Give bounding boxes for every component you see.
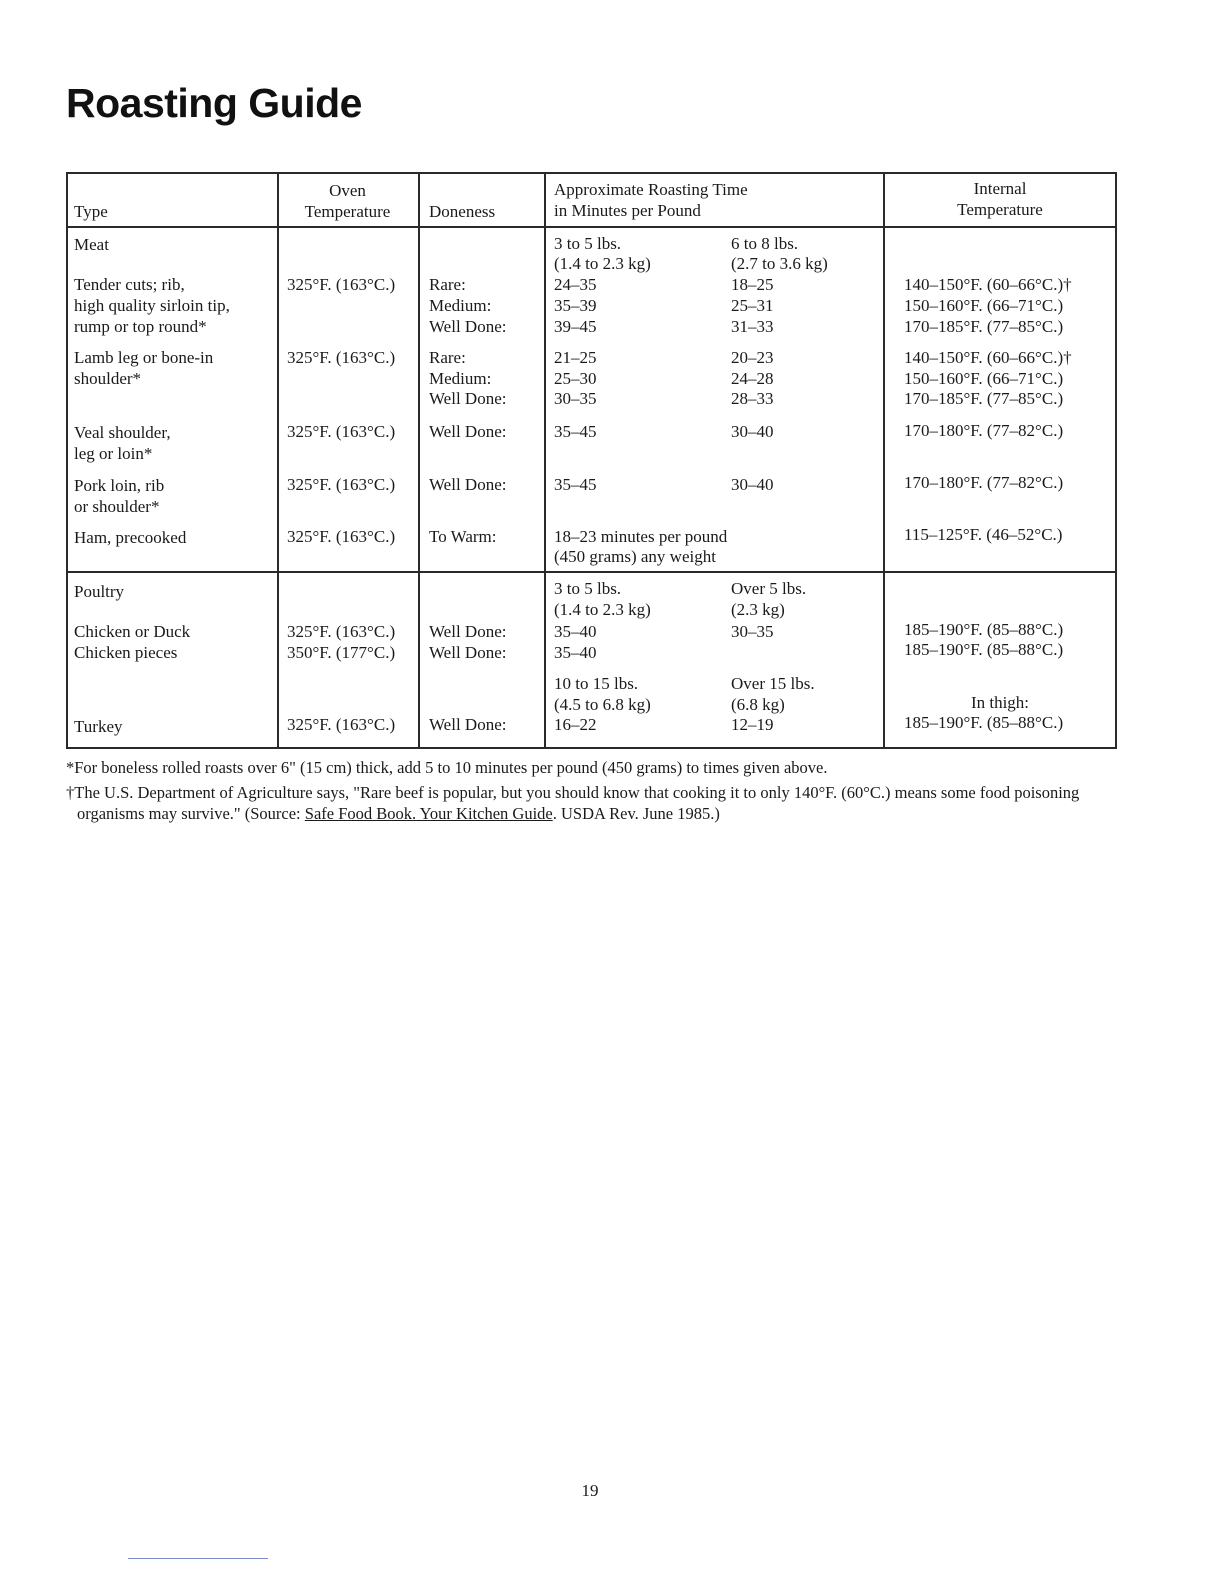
poultry-col-b-kg: (2.3 kg) xyxy=(731,600,785,619)
poultry-col-a-weight: 3 to 5 lbs. xyxy=(554,579,622,598)
time-a: 35–40 xyxy=(554,622,597,641)
doneness: Rare: xyxy=(429,348,466,367)
doneness: Well Done: xyxy=(429,622,507,641)
time-a: 24–35 xyxy=(554,275,597,294)
time-a: 16–22 xyxy=(554,715,597,734)
doneness: Well Done: xyxy=(429,317,507,336)
internal-temp: 185–190°F. (85–88°C.) xyxy=(904,620,1064,639)
time-ham-2: (450 grams) any weight xyxy=(554,547,716,566)
time-b: 30–40 xyxy=(731,475,774,494)
type-tender-1: Tender cuts; rib, xyxy=(74,275,185,294)
time-b: 12–19 xyxy=(731,715,774,734)
column-divider xyxy=(277,174,279,747)
internal-temp: 150–160°F. (66–71°C.) xyxy=(904,369,1064,388)
oven-temp: 325°F. (163°C.) xyxy=(287,622,396,641)
type-tender-3: rump or top round* xyxy=(74,317,207,336)
column-divider xyxy=(544,174,546,747)
internal-temp: 170–180°F. (77–82°C.) xyxy=(904,421,1064,440)
internal-temp: 140–150°F. (60–66°C.)† xyxy=(904,275,1072,294)
page-number: 19 xyxy=(581,1481,599,1500)
footnote-usda xyxy=(66,782,1126,824)
time-b: 24–28 xyxy=(731,369,774,388)
header-internal-line2: Temperature xyxy=(957,200,1043,219)
meat-col-a-kg: (1.4 to 2.3 kg) xyxy=(554,254,651,273)
footnotes xyxy=(66,757,1126,828)
doneness: Well Done: xyxy=(429,643,507,662)
time-b: 25–31 xyxy=(731,296,774,315)
type-lamb-1: Lamb leg or bone-in xyxy=(74,348,214,367)
type-ham: Ham, precooked xyxy=(74,528,187,547)
header-oven-line1: Oven xyxy=(329,181,366,200)
type-chicken-pieces: Chicken pieces xyxy=(74,643,178,662)
time-a: 35–45 xyxy=(554,475,597,494)
roasting-guide-table xyxy=(66,172,1117,749)
type-tender-2: high quality sirloin tip, xyxy=(74,296,230,315)
time-b: 30–35 xyxy=(731,622,774,641)
time-a: 35–39 xyxy=(554,296,597,315)
footnote-boneless: *For boneless rolled roasts over 6" (15 cm) thick, add 5 to 10 minutes per pound (450 grams) to times given above. xyxy=(66,758,828,777)
section-poultry: Poultry xyxy=(74,582,125,601)
type-veal-2: leg or loin* xyxy=(74,444,153,463)
header-internal-line1: Internal xyxy=(973,179,1027,198)
internal-temp: 185–190°F. (85–88°C.) xyxy=(904,713,1064,732)
column-divider xyxy=(418,174,420,747)
type-pork-2: or shoulder* xyxy=(74,497,160,516)
time-a: 35–40 xyxy=(554,643,597,662)
header-time-line2: in Minutes per Pound xyxy=(554,201,701,220)
meat-col-a-weight: 3 to 5 lbs. xyxy=(554,234,622,253)
turkey-col-b-weight: Over 15 lbs. xyxy=(731,674,815,693)
internal-temp: 115–125°F. (46–52°C.) xyxy=(904,525,1063,544)
footnote-usda-rev: . USDA Rev. June 1985.) xyxy=(552,804,720,823)
poultry-col-a-kg: (1.4 to 2.3 kg) xyxy=(554,600,651,619)
time-ham-1: 18–23 minutes per pound xyxy=(554,527,728,546)
internal-temp: 170–180°F. (77–82°C.) xyxy=(904,473,1064,492)
oven-temp: 325°F. (163°C.) xyxy=(287,275,396,294)
turkey-col-a-kg: (4.5 to 6.8 kg) xyxy=(554,695,651,714)
section-divider xyxy=(68,571,1115,573)
turkey-col-a-weight: 10 to 15 lbs. xyxy=(554,674,639,693)
doneness: Well Done: xyxy=(429,389,507,408)
doneness: Medium: xyxy=(429,369,492,388)
internal-temp: 140–150°F. (60–66°C.)† xyxy=(904,348,1072,367)
type-pork-1: Pork loin, rib xyxy=(74,476,165,495)
doneness: Well Done: xyxy=(429,422,507,441)
type-veal-1: Veal shoulder, xyxy=(74,423,171,442)
column-divider xyxy=(883,174,885,747)
turkey-col-b-kg: (6.8 kg) xyxy=(731,695,785,714)
doneness: Medium: xyxy=(429,296,492,315)
time-b: 20–23 xyxy=(731,348,774,367)
header-divider xyxy=(68,226,1115,228)
internal-temp: 185–190°F. (85–88°C.) xyxy=(904,640,1064,659)
page-title: Roasting Guide xyxy=(66,80,362,126)
internal-temp: 150–160°F. (66–71°C.) xyxy=(904,296,1064,315)
header-doneness: Doneness xyxy=(429,202,496,221)
internal-temp: 170–185°F. (77–85°C.) xyxy=(904,389,1064,408)
poultry-col-b-weight: Over 5 lbs. xyxy=(731,579,807,598)
oven-temp: 325°F. (163°C.) xyxy=(287,527,396,546)
section-meat: Meat xyxy=(74,235,109,254)
footnote-source-title: Safe Food Book. Your Kitchen Guide xyxy=(304,804,553,823)
oven-temp: 325°F. (163°C.) xyxy=(287,475,396,494)
doneness: Rare: xyxy=(429,275,466,294)
time-a: 39–45 xyxy=(554,317,597,336)
meat-col-b-kg: (2.7 to 3.6 kg) xyxy=(731,254,828,273)
footnote-usda-text: †The U.S. Department of Agriculture says, "Rare beef is popular, but you should know that cooking it to only 140°F. (60°C.) means some food poisoning organisms may survive." (Source: xyxy=(66,783,1080,823)
header-oven-line2: Temperature xyxy=(304,202,391,221)
doneness: To Warm: xyxy=(429,527,497,546)
oven-temp: 325°F. (163°C.) xyxy=(287,348,396,367)
time-b: 28–33 xyxy=(731,389,774,408)
header-time-line1: Approximate Roasting Time xyxy=(554,180,748,199)
time-a: 35–45 xyxy=(554,422,597,441)
internal-temp: 170–185°F. (77–85°C.) xyxy=(904,317,1064,336)
time-b: 18–25 xyxy=(731,275,774,294)
doneness: Well Done: xyxy=(429,475,507,494)
internal-temp-label: In thigh: xyxy=(970,693,1030,712)
oven-temp: 350°F. (177°C.) xyxy=(287,643,396,662)
time-a: 30–35 xyxy=(554,389,597,408)
meat-col-b-weight: 6 to 8 lbs. xyxy=(731,234,799,253)
bottom-rule xyxy=(128,1558,268,1559)
time-b: 30–40 xyxy=(731,422,774,441)
oven-temp: 325°F. (163°C.) xyxy=(287,715,396,734)
doneness: Well Done: xyxy=(429,715,507,734)
time-b: 31–33 xyxy=(731,317,774,336)
type-chicken-duck: Chicken or Duck xyxy=(74,622,191,641)
time-a: 25–30 xyxy=(554,369,597,388)
type-lamb-2: shoulder* xyxy=(74,369,142,388)
header-type: Type xyxy=(74,202,108,221)
oven-temp: 325°F. (163°C.) xyxy=(287,422,396,441)
type-turkey: Turkey xyxy=(74,717,123,736)
time-a: 21–25 xyxy=(554,348,597,367)
